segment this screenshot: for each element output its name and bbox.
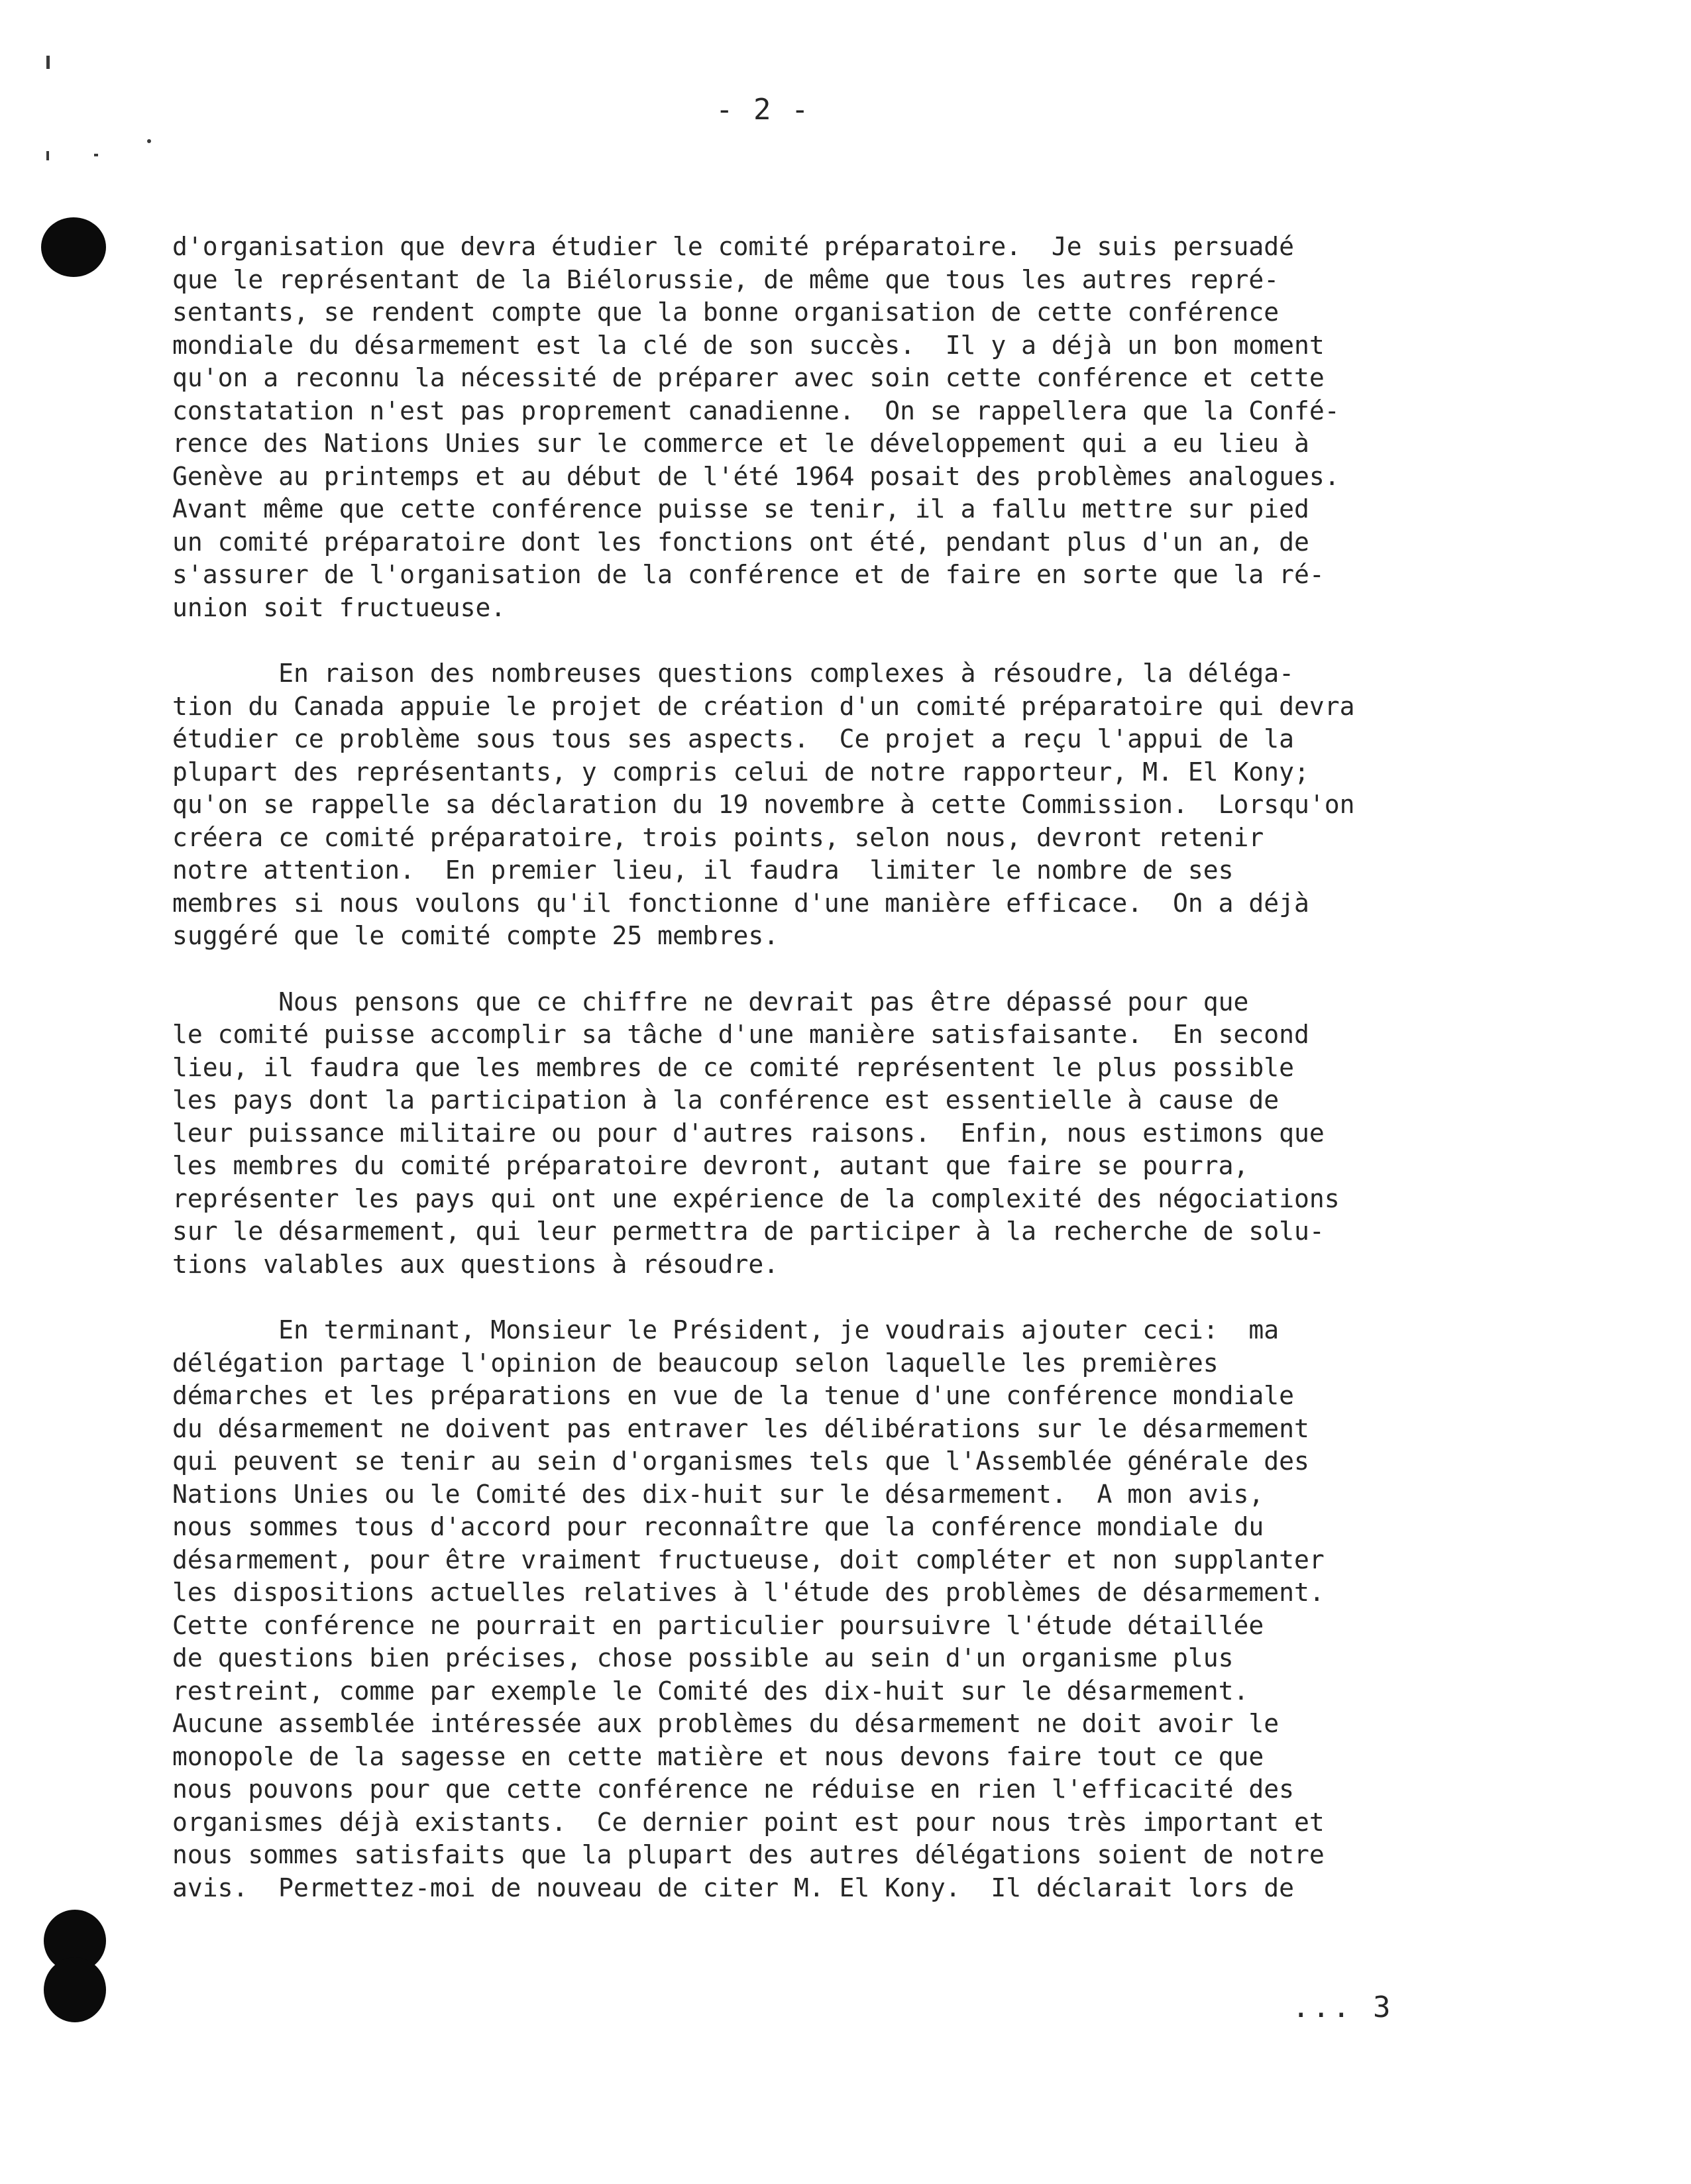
- scan-speck: [46, 56, 50, 69]
- text-line: que le représentant de la Biélorussie, de même que tous les autres repré-: [172, 264, 1280, 294]
- text-line: qui peuvent se tenir au sein d'organismes tels que l'Assemblée générale des: [172, 1447, 1309, 1476]
- text-line: rence des Nations Unies sur le commerce et le développement qui a eu lieu à: [172, 429, 1309, 458]
- text-line: les membres du comité préparatoire devront, autant que faire se pourra,: [172, 1151, 1249, 1180]
- text-line: membres si nous voulons qu'il fonctionne d'une manière efficace. On a déjà: [172, 888, 1309, 918]
- text-line: délégation partage l'opinion de beaucoup selon laquelle les premières: [172, 1348, 1219, 1378]
- page-number: - 2 -: [716, 93, 810, 127]
- text-line: nous pouvons pour que cette conférence ne réduise en rien l'efficacité des: [172, 1774, 1294, 1804]
- scan-speck: [46, 151, 49, 160]
- text-line: qu'on se rappelle sa déclaration du 19 novembre à cette Commission. Lorsqu'on: [172, 790, 1355, 819]
- text-line: nous sommes satisfaits que la plupart des autres délégations soient de notre: [172, 1840, 1325, 1869]
- paragraph-spacer: [172, 1281, 1484, 1314]
- text-line: de questions bien précises, chose possible au sein d'un organisme plus: [172, 1643, 1234, 1672]
- text-line: Avant même que cette conférence puisse se tenir, il a fallu mettre sur pied: [172, 494, 1309, 523]
- punch-hole-top: [41, 217, 106, 277]
- text-line: Nations Unies ou le Comité des dix-huit sur le désarmement. A mon avis,: [172, 1479, 1264, 1509]
- scan-speck: [94, 154, 98, 156]
- text-line: tions valables aux questions à résoudre.: [172, 1249, 779, 1279]
- text-line: désarmement, pour être vraiment fructueuse, doit compléter et non supplanter: [172, 1545, 1325, 1574]
- text-line: démarches et les préparations en vue de la tenue d'une conférence mondiale: [172, 1381, 1294, 1410]
- text-line: du désarmement ne doivent pas entraver les délibérations sur le désarmement: [172, 1413, 1309, 1443]
- text-line: représenter les pays qui ont une expérience de la complexité des négociations: [172, 1183, 1340, 1213]
- text-line: nous sommes tous d'accord pour reconnaître que la conférence mondiale du: [172, 1512, 1264, 1541]
- text-line: Genève au printemps et au début de l'été 1964 posait des problèmes analogues.: [172, 461, 1340, 491]
- text-line: union soit fructueuse.: [172, 592, 506, 622]
- paragraph-4: [172, 1314, 1484, 1904]
- paragraph-2: [172, 657, 1484, 953]
- text-line: suggéré que le comité compte 25 membres.: [172, 921, 779, 950]
- text-line: qu'on a reconnu la nécessité de préparer avec soin cette conférence et cette: [172, 363, 1325, 392]
- text-line: le comité puisse accomplir sa tâche d'une manière satisfaisante. En second: [172, 1020, 1309, 1049]
- document-body: [172, 231, 1484, 1904]
- text-line: mondiale du désarmement est la clé de son succès. Il y a déjà un bon moment: [172, 330, 1325, 360]
- text-line: leur puissance militaire ou pour d'autres raisons. Enfin, nous estimons que: [172, 1118, 1325, 1148]
- text-line: étudier ce problème sous tous ses aspects. Ce projet a reçu l'appui de la: [172, 724, 1294, 753]
- text-line: monopole de la sagesse en cette matière et nous devons faire tout ce que: [172, 1741, 1264, 1771]
- paragraph-spacer: [172, 953, 1484, 986]
- text-line: les dispositions actuelles relatives à l'étude des problèmes de désarmement.: [172, 1578, 1325, 1607]
- text-line: un comité préparatoire dont les fonctions ont été, pendant plus d'un an, de: [172, 527, 1309, 557]
- text-line: notre attention. En premier lieu, il faudra limiter le nombre de ses: [172, 855, 1234, 885]
- text-line: sur le désarmement, qui leur permettra de participer à la recherche de solu-: [172, 1217, 1325, 1246]
- text-line: créera ce comité préparatoire, trois points, selon nous, devront retenir: [172, 822, 1264, 852]
- text-line: constatation n'est pas proprement canadienne. On se rappellera que la Confé-: [172, 396, 1340, 425]
- text-line: En terminant, Monsieur le Président, je voudrais ajouter ceci: ma: [172, 1315, 1280, 1344]
- text-line: plupart des représentants, y compris celui de notre rapporteur, M. El Kony;: [172, 757, 1309, 787]
- text-line: avis. Permettez-moi de nouveau de citer M. El Kony. Il déclarait lors de: [172, 1873, 1294, 1902]
- text-line: lieu, il faudra que les membres de ce comité représentent le plus possible: [172, 1052, 1294, 1082]
- text-line: Aucune assemblée intéressée aux problèmes du désarmement ne doit avoir le: [172, 1709, 1280, 1738]
- paragraph-spacer: [172, 624, 1484, 657]
- punch-hole-bottom-lower: [44, 1957, 106, 2022]
- text-line: restreint, comme par exemple le Comité des dix-huit sur le désarmement.: [172, 1676, 1249, 1706]
- text-line: d'organisation que devra étudier le comité préparatoire. Je suis persuadé: [172, 232, 1294, 261]
- text-line: sentants, se rendent compte que la bonne organisation de cette conférence: [172, 298, 1280, 327]
- text-line: Nous pensons que ce chiffre ne devrait pas être dépassé pour que: [172, 987, 1249, 1016]
- paragraph-1: [172, 231, 1484, 624]
- continuation-marker: ... 3: [1292, 1991, 1393, 2024]
- text-line: Cette conférence ne pourrait en particulier poursuivre l'étude détaillée: [172, 1610, 1264, 1640]
- text-line: organismes déjà existants. Ce dernier point est pour nous très important et: [172, 1807, 1325, 1837]
- paragraph-3: [172, 986, 1484, 1282]
- text-line: s'assurer de l'organisation de la conférence et de faire en sorte que la ré-: [172, 560, 1325, 589]
- text-line: En raison des nombreuses questions complexes à résoudre, la déléga-: [172, 659, 1294, 688]
- text-line: tion du Canada appuie le projet de création d'un comité préparatoire qui devra: [172, 691, 1355, 721]
- text-line: les pays dont la participation à la conférence est essentielle à cause de: [172, 1085, 1280, 1115]
- scan-speck: [147, 139, 151, 143]
